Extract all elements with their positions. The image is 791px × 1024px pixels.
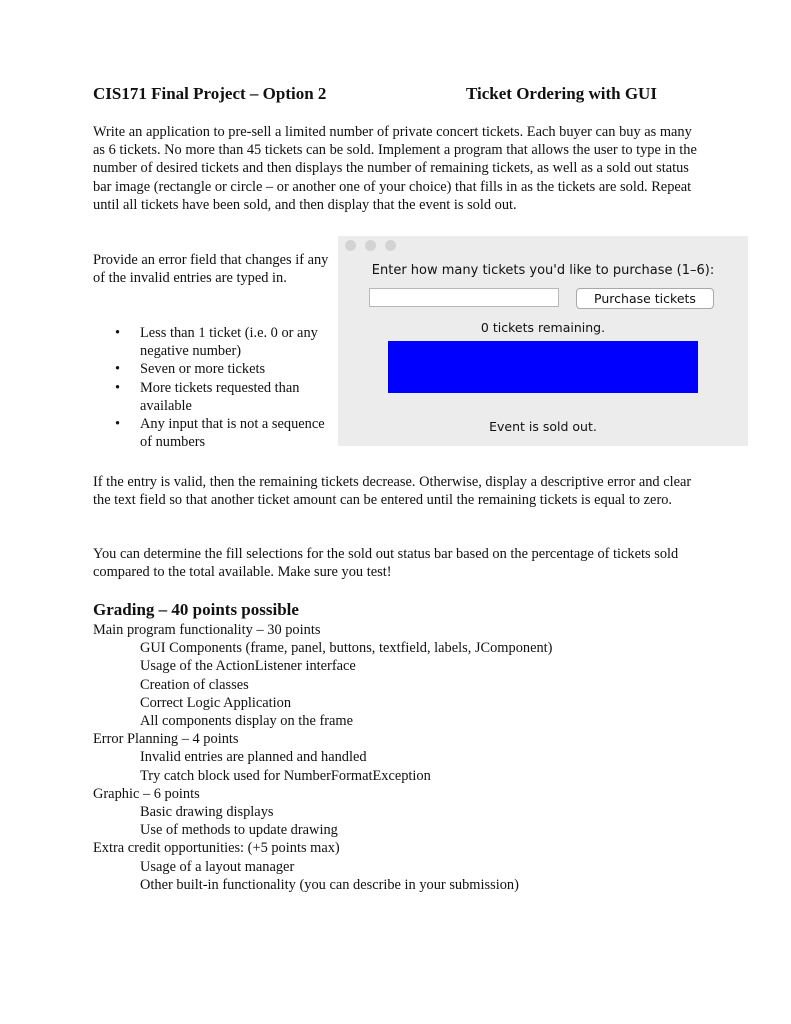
grading-heading: Grading – 40 points possible — [93, 600, 299, 619]
grading-criterion: Other built-in functionality (you can describe in your submission) — [140, 876, 519, 893]
ticket-prompt-label: Enter how many tickets you'd like to purchase (1–6): — [371, 263, 715, 278]
grading-criterion: GUI Components (frame, panel, buttons, textfield, labels, JComponent) — [140, 640, 553, 657]
window-zoom-icon[interactable] — [385, 240, 396, 251]
grading-criterion: All components display on the frame — [140, 713, 354, 730]
page-subtitle: Ticket Ordering with GUI — [466, 84, 657, 103]
grading-category: Main program functionality – 30 points — [93, 622, 321, 638]
list-item: • More tickets requested than available — [115, 379, 340, 415]
list-item: • Less than 1 ticket (i.e. 0 or any negative number) — [115, 324, 340, 360]
grading-criterion: Usage of the ActionListener interface — [140, 658, 356, 675]
grading-criterion: Usage of a layout manager — [140, 858, 295, 875]
status-bar-fill — [388, 341, 698, 393]
grading-category: Graphic – 6 points — [93, 785, 200, 802]
grading-criterion: Basic drawing displays — [140, 804, 274, 821]
purchase-tickets-button[interactable]: Purchase tickets — [576, 288, 714, 309]
list-item: • Any input that is not a sequence of numbers — [115, 415, 340, 451]
window-titlebar — [338, 236, 748, 254]
grading-criterion: Try catch block used for NumberFormatException — [140, 767, 431, 784]
event-status-label: Event is sold out. — [489, 419, 597, 434]
invalid-entries-list — [115, 324, 340, 451]
grading-category: Error Planning – 4 points — [93, 731, 239, 748]
ticket-quantity-input[interactable] — [369, 288, 559, 307]
grading-criterion: Use of methods to update drawing — [140, 822, 338, 839]
tickets-remaining-label: 0 tickets remaining. — [480, 320, 606, 335]
window-minimize-icon[interactable] — [365, 240, 376, 251]
grading-criterion: Invalid entries are planned and handled — [140, 749, 367, 766]
window-close-icon[interactable] — [345, 240, 356, 251]
list-item: • Seven or more tickets — [115, 360, 340, 378]
error-field-paragraph: Provide an error field that changes if any of the invalid entries are typed in. — [93, 252, 329, 287]
fill-selection-paragraph: You can determine the fill selections for the sold out status bar based on the percentage of tickets sold compared to the total available. Make sure you test! — [93, 546, 679, 581]
grading-criterion: Correct Logic Application — [140, 694, 292, 711]
page-title: CIS171 Final Project – Option 2 — [93, 84, 327, 103]
grading-criterion: Creation of classes — [140, 676, 249, 693]
gui-window-screenshot — [338, 236, 748, 446]
grading-list — [93, 621, 552, 894]
intro-paragraph: Write an application to pre-sell a limited number of private concert tickets. Each buyer can buy as many as 6 tickets. No more than 45 tickets can be sold. Implement a program that allows the user to type in the number of desired tickets and then displays the number of remaining tickets, as well as a sold out status bar image (rectangle or circle – or another one of your choice) that fills in as the tickets are sold. Repeat until all tickets have been sold, and then display that the event is sold out. — [93, 124, 697, 213]
grading-category: Extra credit opportunities: (+5 points max) — [93, 840, 340, 857]
valid-entry-paragraph: If the entry is valid, then the remaining tickets decrease. Otherwise, display a descriptive error and clear the text field so that another ticket amount can be entered until the remaining tickets is equal to zero. — [93, 474, 692, 509]
sold-out-status-bar — [388, 341, 698, 393]
